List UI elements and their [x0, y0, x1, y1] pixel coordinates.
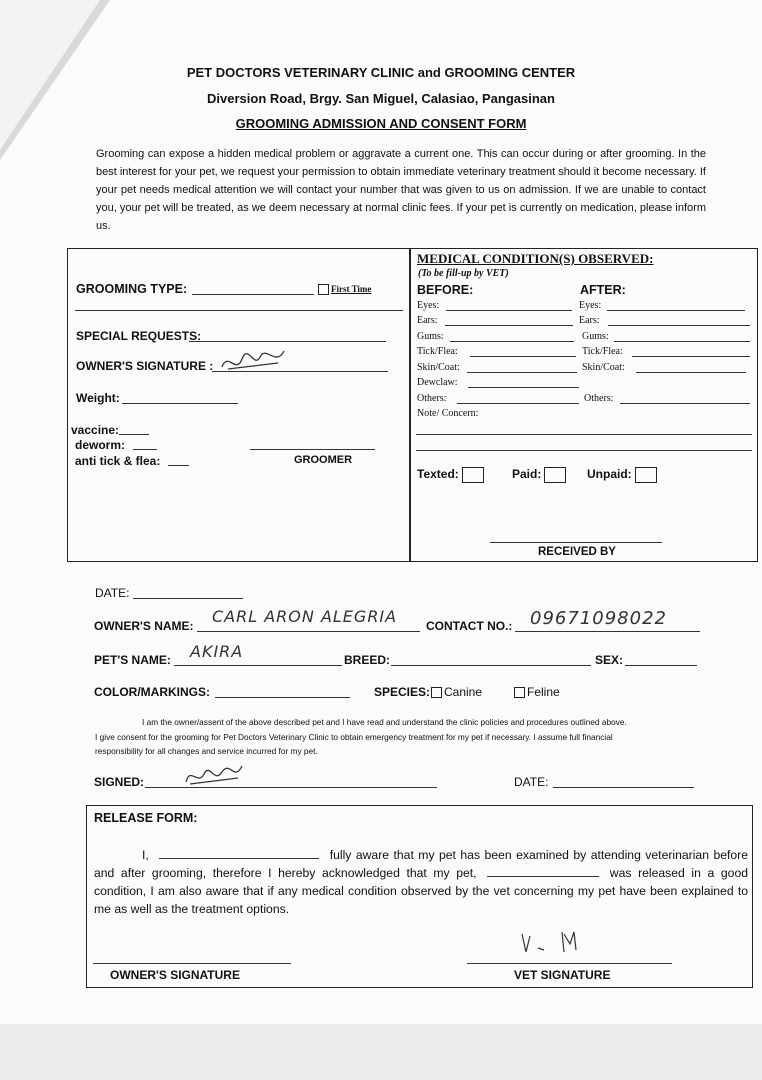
after-gums-input[interactable]	[614, 341, 750, 342]
pet-name-value: AKIRA	[190, 642, 244, 661]
after-others-input[interactable]	[620, 403, 750, 404]
form-title: GROOMING ADMISSION AND CONSENT FORM	[235, 116, 527, 131]
paid-option[interactable]	[512, 467, 566, 483]
anti-tick-input[interactable]	[168, 465, 189, 466]
consent-line-1: I am the owner/assent of the above described pet and I have read and understand the clinic policies and procedures outlined above.	[142, 717, 627, 727]
after-tick-label: Tick/Flea:	[582, 346, 623, 357]
before-tick-label: Tick/Flea:	[417, 346, 458, 357]
release-title: RELEASE FORM:	[94, 811, 198, 825]
vet-subtitle: (To be fill-up by VET)	[418, 268, 509, 279]
before-gums-label: Gums:	[417, 331, 444, 342]
pet-name-label: PET'S NAME:	[94, 653, 171, 667]
after-eyes-label: Eyes:	[579, 300, 602, 311]
date-input[interactable]	[133, 598, 243, 599]
anti-tick-label: anti tick & flea:	[75, 454, 161, 468]
weight-input[interactable]	[122, 403, 238, 404]
owner-name-input[interactable]	[197, 631, 420, 632]
after-tick-input[interactable]	[632, 356, 750, 357]
texted-option[interactable]	[417, 467, 484, 483]
canine-label: Canine	[444, 685, 483, 699]
feline-checkbox[interactable]	[514, 687, 525, 698]
consent-line-2: I give consent for the grooming for Pet Doctors Veterinary Clinic to obtain emergency treatment for my pet if necessary. I assume full financial	[95, 732, 613, 742]
note-line-1[interactable]	[416, 434, 752, 435]
consent-date-label: DATE:	[514, 775, 549, 789]
before-tick-input[interactable]	[470, 356, 576, 357]
release-text	[94, 846, 748, 918]
vet-signature-line[interactable]	[467, 963, 672, 964]
species-label: SPECIES:	[374, 685, 431, 699]
feline-option[interactable]	[514, 685, 560, 699]
clinic-address: Diversion Road, Brgy. San Miguel, Calasiao, Pangasinan	[207, 91, 555, 106]
pet-name-input[interactable]	[174, 665, 342, 666]
breed-label: BREED:	[344, 653, 391, 667]
before-others-input[interactable]	[457, 403, 579, 404]
before-dewclaw-label: Dewclaw:	[417, 377, 458, 388]
before-eyes-label: Eyes:	[417, 300, 440, 311]
contact-value: 09671098022	[530, 608, 667, 629]
owner-name-label: OWNER'S NAME:	[94, 619, 194, 633]
before-skin-input[interactable]	[467, 372, 577, 373]
clinic-name: PET DOCTORS VETERINARY CLINIC and GROOMING CENTER	[186, 65, 576, 80]
release-i-label: I,	[142, 848, 149, 862]
special-requests-label: SPECIAL REQUESTS:	[76, 329, 202, 343]
vet-signature-scribble	[516, 928, 578, 958]
sex-input[interactable]	[625, 665, 697, 666]
deworm-input[interactable]	[133, 449, 157, 450]
owner-signature-release-label: OWNER'S SIGNATURE	[110, 968, 240, 982]
breed-input[interactable]	[391, 665, 591, 666]
before-ears-label: Ears:	[417, 315, 438, 326]
consent-line-3: responsibility for all changes and service incurred for my pet.	[95, 746, 318, 756]
vaccine-input[interactable]	[119, 434, 149, 435]
after-ears-input[interactable]	[608, 325, 750, 326]
after-skin-input[interactable]	[636, 372, 746, 373]
paid-label: Paid:	[512, 467, 542, 482]
before-gums-input[interactable]	[450, 341, 574, 342]
consent-date-input[interactable]	[553, 787, 694, 788]
groomer-signature-line[interactable]	[250, 449, 375, 450]
before-label: BEFORE:	[417, 283, 474, 297]
intro-paragraph: Grooming can expose a hidden medical problem or aggravate a current one. This can occur during or after grooming. In the best interest for your pet, we request your permission to obtain immediate veterinary treatment should it become necessary. If your pet needs medical attention we will contact your number that was given to us on admission. If we are unable to contact you, your pet will be treated, as we deem necessary at normal clinic fees. If your pet is currently on medication, please inform us.	[96, 148, 706, 232]
after-others-label: Others:	[584, 393, 614, 404]
before-ears-input[interactable]	[445, 325, 573, 326]
grooming-type-input[interactable]	[192, 294, 314, 295]
owner-signature-label: OWNER'S SIGNATURE :	[76, 359, 214, 373]
weight-label: Weight:	[76, 391, 120, 405]
before-dewclaw-input[interactable]	[468, 387, 579, 388]
release-pet-input[interactable]	[487, 866, 599, 877]
grooming-type-label: GROOMING TYPE:	[76, 282, 188, 296]
before-eyes-input[interactable]	[446, 310, 572, 311]
groomer-label: GROOMER	[294, 454, 353, 466]
after-gums-label: Gums:	[582, 331, 609, 342]
owner-name-value: CARL ARON ALEGRIA	[212, 607, 398, 626]
canine-option[interactable]	[431, 685, 482, 699]
first-time-checkbox[interactable]	[318, 284, 329, 295]
contact-label: CONTACT NO.:	[426, 619, 513, 633]
owner-signature-release-line[interactable]	[93, 963, 291, 964]
date-label: DATE:	[95, 586, 130, 600]
sex-label: SEX:	[595, 653, 624, 667]
owner-signature-scribble	[218, 345, 288, 377]
special-requests-input[interactable]	[189, 341, 386, 342]
deworm-label: deworm:	[75, 438, 126, 452]
paid-checkbox[interactable]	[544, 467, 566, 483]
unpaid-option[interactable]	[587, 467, 657, 483]
after-label: AFTER:	[580, 283, 626, 297]
first-time-label: First Time	[331, 284, 372, 294]
color-input[interactable]	[215, 697, 350, 698]
page-bottom-margin	[0, 1024, 762, 1080]
before-others-label: Others:	[417, 393, 447, 404]
signed-scribble	[182, 762, 246, 790]
texted-label: Texted:	[417, 467, 459, 482]
release-text-part2: was released in a good condition, I am also aware that if any medical condition observed by the vet concerning my pet have been explained to me as well as the treatment options.	[94, 866, 748, 916]
canine-checkbox[interactable]	[431, 687, 442, 698]
contact-input[interactable]	[515, 631, 700, 632]
grooming-type-line-2[interactable]	[75, 310, 403, 311]
after-skin-label: Skin/Coat:	[582, 362, 625, 373]
note-concern-label: Note/ Concern:	[417, 408, 479, 419]
feline-label: Feline	[527, 685, 560, 699]
color-label: COLOR/MARKINGS:	[94, 685, 210, 699]
received-by-label: RECEIVED BY	[538, 546, 616, 558]
note-line-2[interactable]	[416, 450, 752, 451]
unpaid-label: Unpaid:	[587, 467, 632, 482]
after-eyes-input[interactable]	[607, 310, 745, 311]
texted-checkbox[interactable]	[462, 467, 484, 483]
before-skin-label: Skin/Coat:	[417, 362, 460, 373]
release-text-part1: fully aware that my pet has been examined by attending veterinarian before and after grooming, therefore I hereby acknowledged that my pet,	[94, 848, 749, 880]
first-time-option[interactable]	[318, 284, 371, 295]
medical-title: MEDICAL CONDITION(S) OBSERVED:	[417, 251, 654, 266]
after-ears-label: Ears:	[579, 315, 600, 326]
unpaid-checkbox[interactable]	[635, 467, 657, 483]
signed-label: SIGNED:	[94, 775, 145, 789]
vet-signature-label: VET SIGNATURE	[514, 968, 611, 982]
vaccine-label: vaccine:	[71, 423, 120, 437]
release-name-input[interactable]	[159, 848, 319, 859]
received-by-line[interactable]	[490, 542, 662, 543]
